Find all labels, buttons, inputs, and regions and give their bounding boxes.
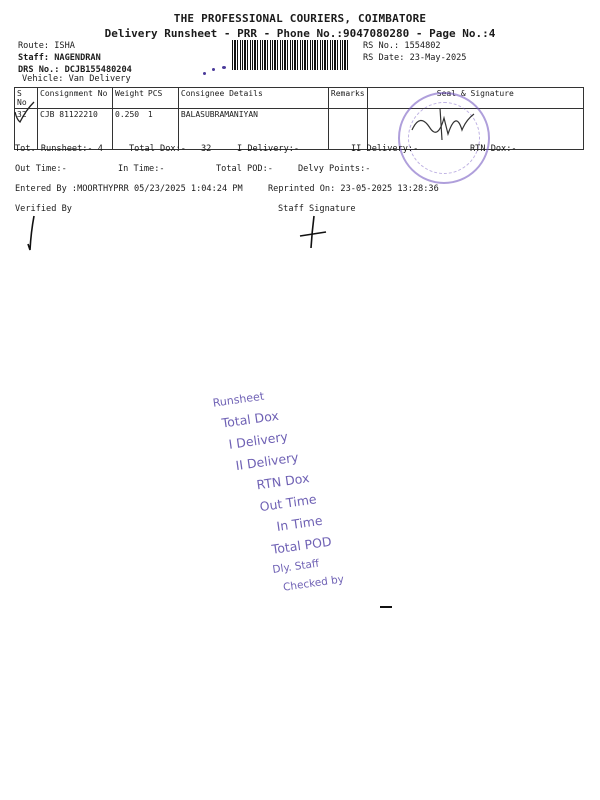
stamp-line: Runsheet — [211, 389, 265, 410]
col-seal: Seal & Signature — [367, 88, 583, 109]
delvy-points: Delvy Points:- — [298, 164, 371, 174]
cell-sno: 32 — [15, 109, 38, 150]
total-pod: Total POD:- — [216, 164, 273, 174]
entered-by: Entered By :MOORTHYPRR 05/23/2025 1:04:24 PM — [15, 184, 243, 194]
cell-pcs: 1 — [146, 109, 179, 150]
total-dox-value: 32 — [201, 144, 212, 154]
reprinted-on: Reprinted On: 23-05-2025 13:28:36 — [268, 184, 439, 194]
table-header-row — [15, 88, 584, 109]
out-time: Out Time:- — [15, 164, 67, 174]
ii-delivery: II Delivery:- — [351, 144, 419, 154]
ink-dash — [380, 606, 392, 608]
stamp-line: Total Dox — [220, 407, 280, 431]
total-dox-label: Total Dox:- — [129, 144, 186, 154]
stamp-line: II Delivery — [234, 449, 300, 474]
col-sno: S No — [15, 88, 38, 109]
col-pcs: PCS — [146, 88, 179, 109]
cell-weight: 0.250 — [113, 109, 146, 150]
barcode — [232, 40, 350, 70]
col-consignment: Consignment No — [38, 88, 113, 109]
stamp-line: Out Time — [258, 491, 318, 515]
ink-dot — [222, 66, 226, 69]
ink-dot — [203, 72, 206, 75]
stamp-line: Dly. Staff — [271, 557, 320, 576]
runsheet-table — [14, 87, 584, 150]
verified-by-label: Verified By — [15, 204, 72, 214]
ink-stamp — [208, 381, 356, 606]
stamp-line: Checked by — [282, 573, 345, 594]
check-mark-icon — [12, 100, 38, 126]
stamp-line: Total POD — [270, 533, 333, 557]
rs-date: RS Date: 23-May-2025 — [363, 53, 467, 63]
staff-signature-icon — [296, 212, 332, 252]
vehicle-label: Vehicle: Van Delivery — [22, 74, 131, 84]
route-label: Route: ISHA — [18, 41, 75, 51]
ink-dot — [212, 68, 215, 71]
signature-scribble-icon — [408, 100, 478, 150]
verified-signature-icon — [22, 214, 42, 254]
rtn-dox: RTN Dox:- — [470, 144, 517, 154]
cell-consignee: BALASUBRAMANIYAN — [178, 109, 328, 150]
col-remarks: Remarks — [328, 88, 367, 109]
i-delivery: I Delivery:- — [237, 144, 300, 154]
col-weight: Weight — [113, 88, 146, 109]
stamp-line: I Delivery — [227, 428, 289, 452]
col-consignee: Consignee Details — [178, 88, 328, 109]
stamp-line: RTN Dox — [255, 470, 311, 493]
rs-number: RS No.: 1554802 — [363, 41, 441, 51]
cell-consignment: CJB 81122210 — [38, 109, 113, 150]
in-time: In Time:- — [118, 164, 165, 174]
stamp-line: In Time — [275, 512, 324, 535]
staff-signature-label: Staff Signature — [278, 204, 356, 214]
drs-number: DRS No.: DCJB155480204 — [18, 65, 132, 75]
staff-label: Staff: NAGENDRAN — [18, 53, 101, 63]
runsheet-title: Delivery Runsheet - PRR - Phone No.:9047080280 - Page No.:4 — [104, 27, 496, 40]
company-title: THE PROFESSIONAL COURIERS, COIMBATORE — [173, 12, 427, 25]
tot-runsheet: Tot. Runsheet:- 4 — [15, 144, 103, 154]
